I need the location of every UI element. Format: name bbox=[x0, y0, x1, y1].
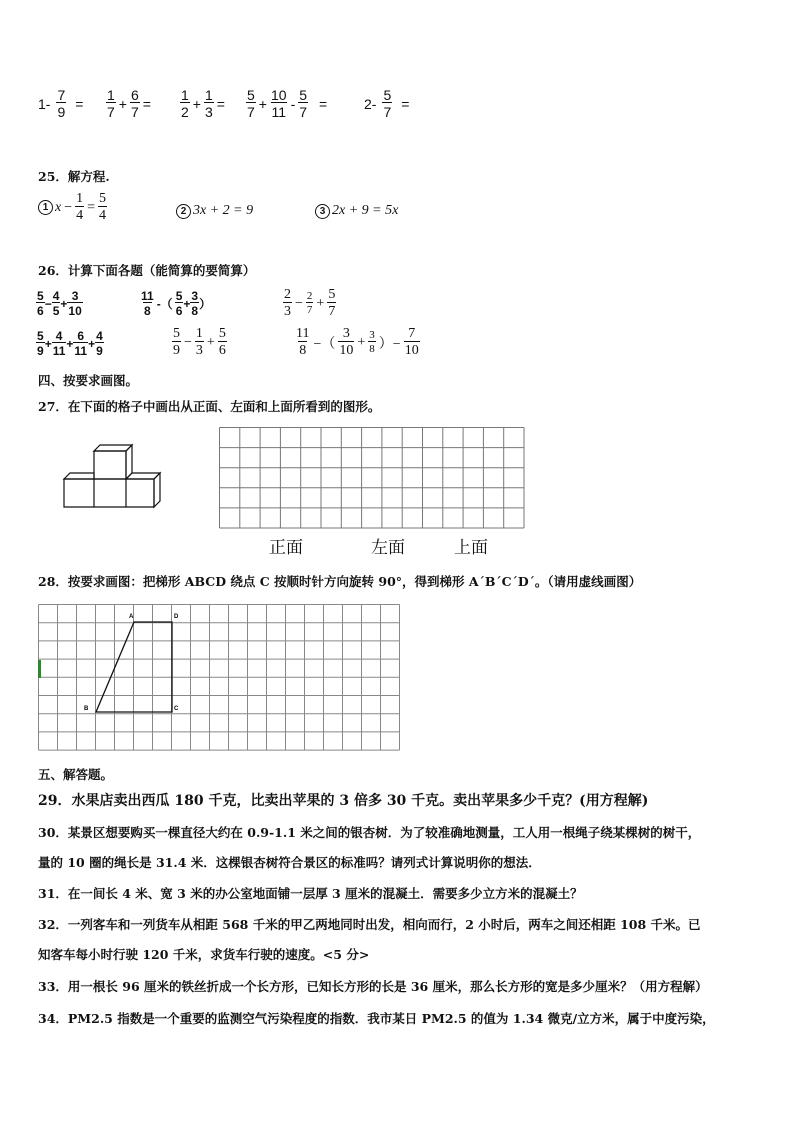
q26-c: $\frac{2}{3}$ − $\frac{2}{7}$ + $\frac{5}{7}$ bbox=[284, 287, 336, 319]
q30-line1: 30．某景区想要购买一棵直径大约在 0.9-1.1 米之间的银杏树．为了较准确地测量，工人用一根绳子绕某棵树的树干， bbox=[38, 825, 701, 840]
circled-number: 3 bbox=[315, 204, 330, 219]
q32-line1: 32．一列客车和一列货车从相距 568 千米的甲乙两地同时出发，相向而行，2 小时后，两车之间还相距 108 千米。已 bbox=[38, 917, 701, 932]
q34: 34．PM2.5 指数是一个重要的监测空气污染程度的指数．我市某日 PM2.5 的值为 1.34 微克/立方米，属于中度污染， bbox=[38, 1011, 715, 1026]
fraction: $\frac{6}{7}$ bbox=[130, 87, 139, 120]
q26-e: $\frac{5}{9}$ − $\frac{1}{3}$ + $\frac{5}{6}$ bbox=[173, 326, 226, 358]
point-a-label: A bbox=[129, 614, 134, 620]
fraction: $\frac{5}{7}$ bbox=[247, 87, 255, 120]
q28-label: 28．按要求画图：把梯形 ABCD 绕点 C 按顺时针方向旋转 90°，得到梯形 A´B´C´D´。（请用虚线画图） bbox=[38, 574, 642, 589]
q29: 29．水果店卖出西瓜 180 千克，比卖出苹果的 3 倍多 30 千克。卖出苹果多少千克？(用方程解) bbox=[38, 793, 649, 809]
grid-marker bbox=[38, 660, 41, 678]
expr-5: 2- $\frac{5}{7}$ = bbox=[364, 87, 410, 120]
expr-2: $\frac{1}{7}$ + $\frac{6}{7}$ = bbox=[107, 87, 151, 120]
fraction: $\frac{7}{9}$ bbox=[57, 87, 66, 120]
point-c-label: C bbox=[174, 706, 179, 712]
q31: 31．在一间长 4 米、宽 3 米的办公室地面铺一层厚 3 厘米的混凝土．需要多少立方米的混凝土？ bbox=[38, 886, 583, 901]
q26-label: 26．计算下面各题（能简算的要简算） bbox=[38, 263, 256, 278]
q30-line2: 量的 10 圈的绳长是 31.4 米．这棵银杏树符合景区的标准吗？请列式计算说明你的想法． bbox=[38, 855, 541, 870]
view-label-front: 正面 bbox=[269, 538, 303, 557]
fraction: $\frac{5}{7}$ bbox=[299, 87, 308, 120]
view-label-top: 上面 bbox=[454, 538, 488, 557]
cube-top-front bbox=[94, 451, 126, 479]
view-label-left: 左面 bbox=[371, 538, 405, 557]
point-d-label: D bbox=[174, 614, 179, 620]
section-4-heading: 四、按要求画图。 bbox=[38, 373, 139, 388]
cube-row-side bbox=[154, 473, 160, 507]
q28-grid[interactable] bbox=[38, 604, 400, 752]
fraction: $\frac{1}{3}$ bbox=[204, 87, 213, 120]
q33: 33．用一根长 96 厘米的铁丝折成一个长方形，已知长方形的长是 36 厘米，那么长方形的宽是多少厘米？（用方程解） bbox=[38, 979, 708, 994]
q26-b: $\frac{11}{8}$ -（ $\frac{5}{6}$ + $\frac{3}{8}$ ） bbox=[141, 289, 212, 318]
q25-eq2: 2 3x + 2 = 9 bbox=[176, 203, 253, 219]
q26-a: $\frac{5}{6}$ − $\frac{4}{5}$ + $\frac{3}{10}$ bbox=[37, 289, 82, 318]
q25-eq3: 3 2x + 9 = 5x bbox=[315, 203, 398, 219]
q32-line2: 知客车每小时行驶 120 千米，求货车行驶的速度。<5 分> bbox=[38, 947, 370, 962]
q26-f: $\frac{11}{8}$ −（ $\frac{3}{10}$ + $\frac{3}{8}$ ）− $\frac{7}{10}$ bbox=[296, 326, 419, 358]
cube-row-front bbox=[64, 479, 154, 507]
q27-grid[interactable] bbox=[219, 427, 525, 529]
circled-number: 1 bbox=[38, 200, 53, 215]
point-b-label: B bbox=[84, 706, 89, 712]
expr-3: $\frac{1}{2}$ + $\frac{1}{3}$ = bbox=[181, 87, 225, 120]
expr-1: 1- $\frac{7}{9}$ = bbox=[38, 87, 84, 120]
cube-figure bbox=[62, 443, 162, 511]
circled-number: 2 bbox=[176, 204, 191, 219]
q25-eq1: 1 x − $\frac{1}{4}$ = $\frac{5}{4}$ bbox=[38, 192, 107, 223]
expr-4: $\frac{5}{7}$ + $\frac{10}{11}$ - $\frac{5}{7}$ = bbox=[247, 87, 328, 120]
fraction: $\frac{1}{7}$ bbox=[107, 87, 115, 120]
fraction: $\frac{10}{11}$ bbox=[270, 87, 287, 120]
q25-label: 25．解方程. bbox=[38, 169, 110, 184]
cube-row-top-left bbox=[64, 473, 94, 479]
q26-d: $\frac{5}{9}$ + $\frac{4}{11}$ + $\frac{6}{11}$ + $\frac{4}{9}$ bbox=[37, 329, 103, 358]
q27-label: 27．在下面的格子中画出从正面、左面和上面所看到的图形。 bbox=[38, 399, 381, 414]
section-5-heading: 五、解答题。 bbox=[38, 767, 114, 782]
fraction: $\frac{5}{7}$ bbox=[383, 87, 392, 120]
fraction: $\frac{1}{4}$ bbox=[76, 191, 84, 223]
fraction: $\frac{1}{2}$ bbox=[181, 87, 189, 120]
expr-prefix: 1- bbox=[38, 95, 51, 112]
fraction: $\frac{5}{4}$ bbox=[99, 191, 107, 223]
